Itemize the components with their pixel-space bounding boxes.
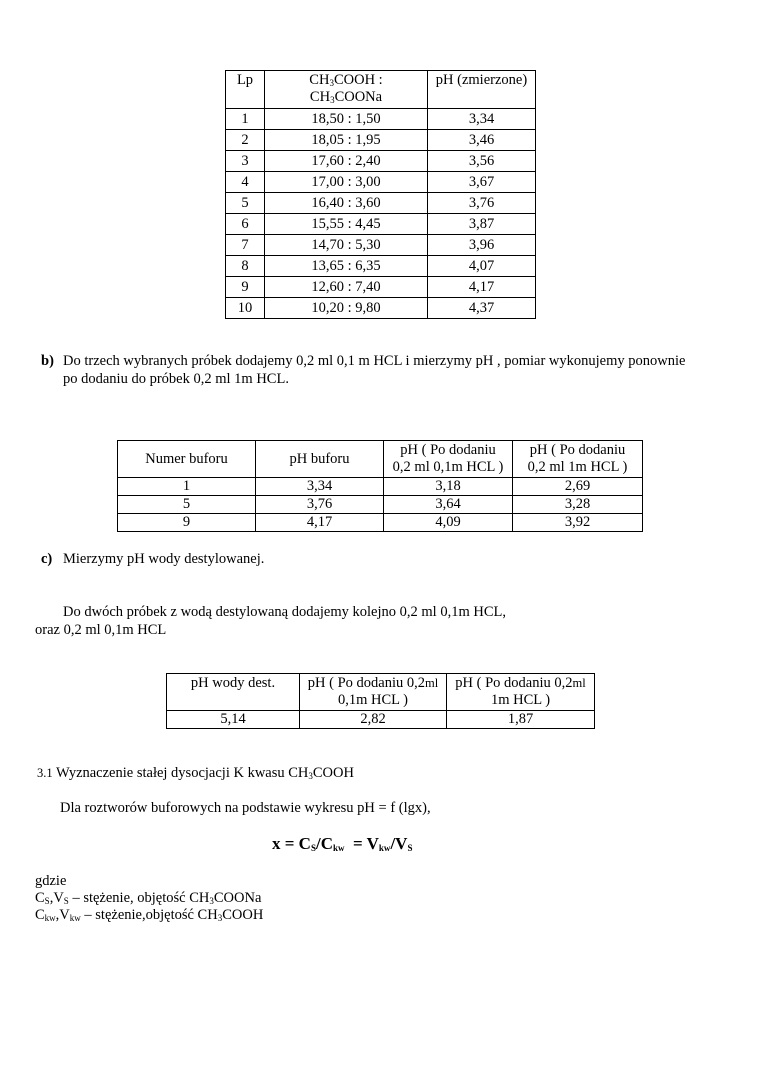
buffer-ph-header: pH buforu — [256, 441, 384, 478]
table-row: 2 18,05 : 1,95 3,46 — [226, 130, 536, 151]
section-b-marker: b) — [41, 353, 54, 369]
table-row: 5 16,40 : 3,60 3,76 — [226, 193, 536, 214]
definition-cs-vs: $C_S,V_S$ – stężenie, objętość $CH_3COONa$ — [35, 890, 262, 906]
section-c-para-line1: Do dwóch próbek z wodą destylowaną dodajemy kolejno 0,2 ml 0,1m HCL, — [63, 604, 506, 620]
water-ph-after-01m-header: pH ( Po dodaniu 0,2ml 0,1m HCL ) — [300, 674, 447, 711]
ph-after-01m-header: pH ( Po dodaniu 0,2 ml 0,1m HCL ) — [384, 441, 513, 478]
buffer-ratio-table — [225, 70, 536, 319]
table-row: 5 3,76 3,64 3,28 — [118, 496, 643, 514]
table-row: 10 10,20 : 9,80 4,37 — [226, 298, 536, 319]
table-row: 8 13,65 : 6,35 4,07 — [226, 256, 536, 277]
table-row: 1 18,50 : 1,50 3,34 — [226, 109, 536, 130]
table-row: 1 3,34 3,18 2,69 — [118, 478, 643, 496]
ratio-header: $CH_3COOH$ : $CH_3COONa$ — [265, 71, 428, 109]
table-row: 4 17,00 : 3,00 3,67 — [226, 172, 536, 193]
buffer-number-header: Numer buforu — [118, 441, 256, 478]
section-c-text: Mierzymy pH wody destylowanej. — [63, 551, 265, 567]
section-c-marker: c) — [41, 551, 53, 567]
formula: $x = C_S/C_{kw} = V_{kw}/V_S$ — [272, 834, 413, 853]
section-b-text-line2: po dodaniu do próbek 0,2 ml 1m HCL. — [63, 371, 289, 387]
table-row: 7 14,70 : 5,30 3,96 — [226, 235, 536, 256]
table-row: 6 15,55 : 4,45 3,87 — [226, 214, 536, 235]
section-c-para-line2: oraz 0,2 ml 0,1m HCL — [35, 622, 167, 638]
table-row: 9 12,60 : 7,40 4,17 — [226, 277, 536, 298]
section-31-heading: 3.1 Wyznaczenie stałej dysocjacji K kwasu $CH_3COOH$ — [37, 765, 354, 781]
table-row: 5,14 2,82 1,87 — [167, 711, 595, 729]
water-ph-header: pH wody dest. — [167, 674, 300, 711]
water-ph-after-1m-header: pH ( Po dodaniu 0,2ml 1m HCL ) — [447, 674, 595, 711]
table-row: 3 17,60 : 2,40 3,56 — [226, 151, 536, 172]
table-row: 9 4,17 4,09 3,92 — [118, 514, 643, 532]
section-31-intro: Dla roztworów buforowych na podstawie wykresu pH = f (lgx), — [60, 800, 431, 816]
gdzie-label: gdzie — [35, 873, 67, 889]
ph-after-1m-header: pH ( Po dodaniu 0,2 ml 1m HCL ) — [513, 441, 643, 478]
ph-measured-header: pH (zmierzone) — [428, 71, 536, 109]
section-b-text-line1: Do trzech wybranych próbek dodajemy 0,2 ml 0,1 m HCL i mierzymy pH , pomiar wykonujemy ponownie — [63, 353, 686, 369]
distilled-water-table — [166, 673, 595, 729]
buffer-hcl-table — [117, 440, 643, 532]
definition-ckw-vkw: $C_{kw},V_{kw}$ – stężenie,objętość $CH_3COOH$ — [35, 907, 264, 923]
lp-header: Lp — [226, 71, 265, 109]
